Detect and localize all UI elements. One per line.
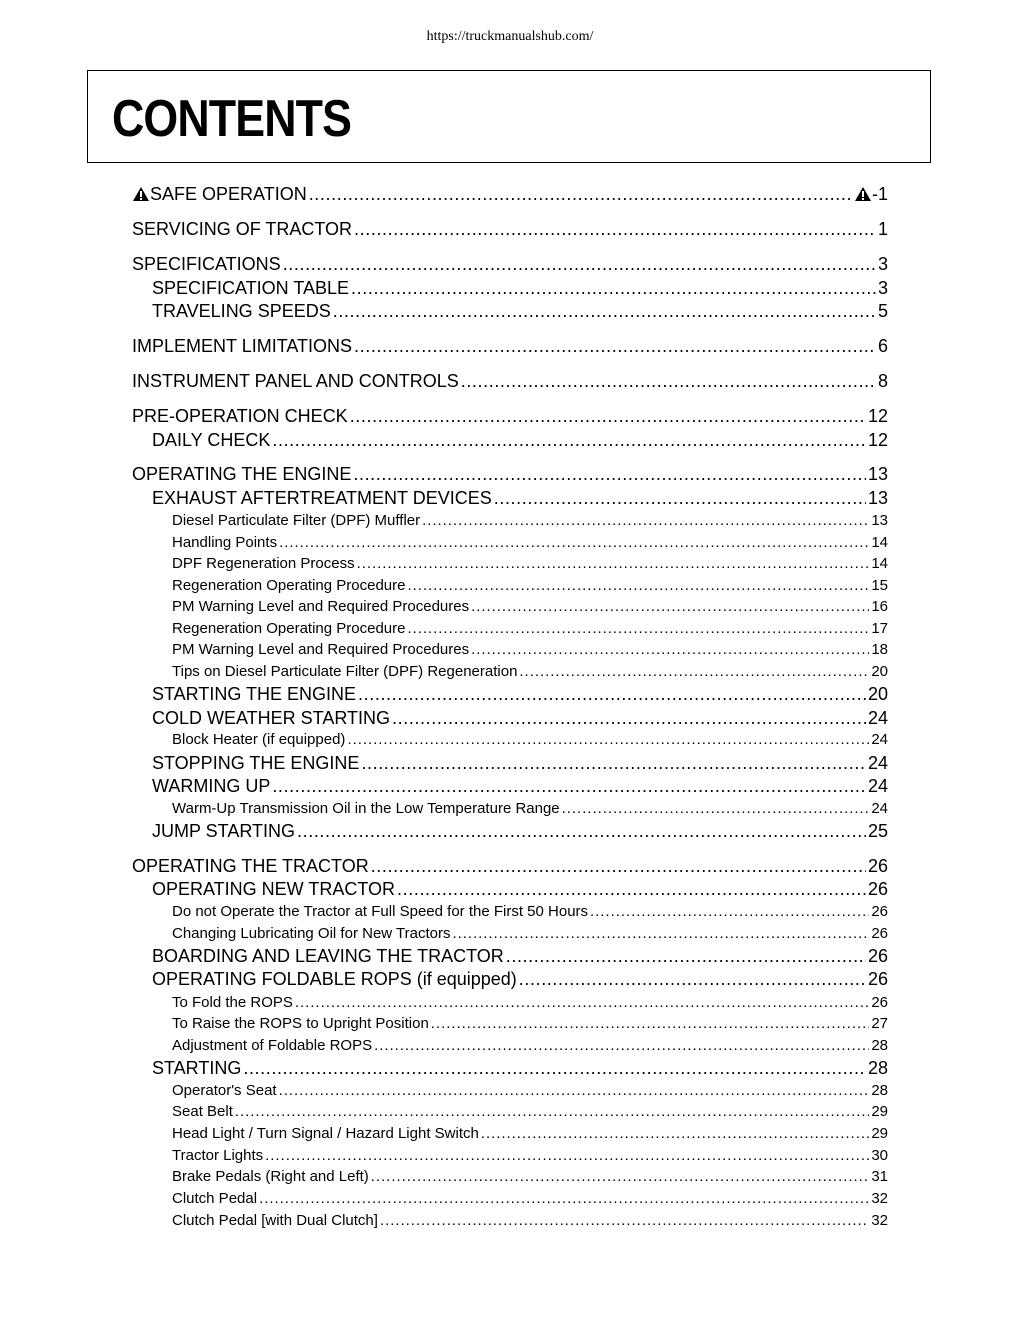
toc-entry[interactable]	[132, 371, 888, 393]
toc-entry[interactable]	[172, 641, 888, 660]
toc-entry[interactable]	[172, 620, 888, 639]
toc-page-number: 18	[871, 641, 888, 658]
toc-page-number: 13	[871, 512, 888, 529]
dot-leader	[243, 1058, 866, 1079]
toc-entry[interactable]	[152, 946, 888, 968]
toc-entry[interactable]	[132, 406, 888, 428]
toc-page-number: 24	[867, 753, 888, 773]
toc-entry[interactable]	[152, 301, 888, 323]
dot-leader	[279, 1082, 870, 1099]
toc-entry[interactable]	[152, 776, 888, 798]
dot-leader	[452, 925, 869, 942]
toc-page-number: 20	[867, 684, 888, 704]
toc-entry-title: STARTING	[152, 1058, 242, 1078]
toc-entry-title: To Fold the ROPS	[172, 994, 293, 1011]
toc-entry[interactable]	[172, 1147, 888, 1166]
toc-entry-title: Tips on Diesel Particulate Filter (DPF) Regeneration	[172, 663, 518, 680]
toc-entry-title: Clutch Pedal	[172, 1190, 258, 1207]
toc-entry[interactable]	[172, 1037, 888, 1056]
toc-page-number: 24	[867, 776, 888, 796]
toc-entry-title: PRE-OPERATION CHECK	[132, 406, 348, 426]
dot-leader	[519, 969, 866, 990]
toc-entry[interactable]	[172, 1168, 888, 1187]
dot-leader	[333, 301, 876, 322]
dot-leader	[397, 879, 866, 900]
toc-page-number: 26	[871, 925, 888, 942]
dot-leader	[295, 994, 869, 1011]
toc-page-number: 25	[867, 821, 888, 841]
dot-leader	[361, 753, 866, 774]
toc-entry-title: Tractor Lights	[172, 1147, 264, 1164]
dot-leader	[371, 1168, 870, 1185]
toc-entry[interactable]	[172, 994, 888, 1013]
toc-page-number: 29	[871, 1103, 888, 1120]
toc-entry[interactable]	[172, 925, 888, 944]
toc-entry-title: DAILY CHECK	[152, 430, 271, 450]
toc-page-number: 15	[871, 577, 888, 594]
dot-leader	[297, 821, 866, 842]
dot-leader	[461, 371, 876, 392]
toc-entry-title: SAFE OPERATION	[132, 184, 307, 205]
dot-leader	[371, 856, 866, 877]
toc-page-number: 17	[871, 620, 888, 637]
toc-page-number: 26	[867, 946, 888, 966]
toc-entry-title: INSTRUMENT PANEL AND CONTROLS	[132, 371, 459, 391]
toc-page-number: 32	[871, 1190, 888, 1207]
toc-page-number: 26	[867, 879, 888, 899]
dot-leader	[407, 577, 869, 594]
toc-page-number: 29	[871, 1125, 888, 1142]
toc-page-number: 8	[877, 371, 888, 391]
toc-entry-title: Regeneration Operating Procedure	[172, 577, 406, 594]
toc-entry[interactable]	[172, 1190, 888, 1209]
toc-entry[interactable]	[152, 879, 888, 901]
toc-page-number: 20	[871, 663, 888, 680]
toc-entry[interactable]	[172, 903, 888, 922]
toc-page-number: 12	[867, 430, 888, 450]
page-title: CONTENTS	[112, 90, 352, 148]
toc-entry[interactable]	[172, 1015, 888, 1034]
toc-page-number: 27	[871, 1015, 888, 1032]
toc-entry-title: Operator's Seat	[172, 1082, 277, 1099]
source-url: https://truckmanualshub.com/	[426, 29, 594, 44]
dot-leader	[357, 555, 870, 572]
toc-page-number: 32	[871, 1212, 888, 1229]
toc-entry-title: Handling Points	[172, 534, 278, 551]
warning-icon	[854, 186, 872, 202]
toc-entry-title: PM Warning Level and Required Procedures	[172, 598, 470, 615]
toc-page-number: 14	[871, 534, 888, 551]
toc-entry[interactable]	[132, 856, 888, 878]
dot-leader	[471, 641, 869, 658]
toc-entry[interactable]	[152, 753, 888, 775]
toc-entry[interactable]	[132, 219, 888, 241]
toc-entry-title: SPECIFICATIONS	[132, 254, 281, 274]
toc-entry-title: SERVICING OF TRACTOR	[132, 219, 353, 239]
dot-leader	[353, 464, 866, 485]
toc-entry[interactable]	[152, 708, 888, 730]
toc-entry-title: Diesel Particulate Filter (DPF) Muffler	[172, 512, 421, 529]
toc-page-number: 12	[867, 406, 888, 426]
dot-leader	[380, 1212, 869, 1229]
toc-entry-title: Block Heater (if equipped)	[172, 731, 346, 748]
toc-entry-title: Clutch Pedal [with Dual Clutch]	[172, 1212, 378, 1229]
toc-entry-title: Seat Belt	[172, 1103, 233, 1120]
toc-entry[interactable]	[172, 1103, 888, 1122]
toc-page-number: -1	[854, 184, 888, 205]
toc-page-number: 5	[877, 301, 888, 321]
warning-icon	[132, 186, 150, 202]
dot-leader	[351, 278, 876, 299]
toc-entry-title: DPF Regeneration Process	[172, 555, 355, 572]
dot-leader	[347, 731, 869, 748]
toc-entry-title: Warm-Up Transmission Oil in the Low Temperature Range	[172, 800, 560, 817]
toc-entry-title: To Raise the ROPS to Upright Position	[172, 1015, 429, 1032]
toc-entry-title: OPERATING THE ENGINE	[132, 464, 352, 484]
toc-page-number: 26	[871, 903, 888, 920]
toc-page-number: 28	[867, 1058, 888, 1078]
toc-entry-title: Changing Lubricating Oil for New Tractors	[172, 925, 451, 942]
toc-entry-title: EXHAUST AFTERTREATMENT DEVICES	[152, 488, 492, 508]
toc-entry[interactable]	[172, 1125, 888, 1144]
toc-entry[interactable]	[172, 555, 888, 574]
dot-leader	[471, 598, 869, 615]
dot-leader	[279, 534, 869, 551]
toc-page-number: 3	[877, 278, 888, 298]
toc-entry[interactable]	[152, 1058, 888, 1080]
toc-entry[interactable]	[152, 430, 888, 452]
toc-entry-title: STOPPING THE ENGINE	[152, 753, 360, 773]
toc-page-number: 31	[871, 1168, 888, 1185]
toc-page-number: 13	[867, 488, 888, 508]
toc-entry[interactable]	[132, 254, 888, 276]
title-box	[87, 70, 931, 163]
toc-page-number: 16	[871, 598, 888, 615]
dot-leader	[481, 1125, 869, 1142]
toc-entry-title: Do not Operate the Tractor at Full Speed for the First 50 Hours	[172, 903, 589, 920]
dot-leader	[283, 254, 876, 275]
dot-leader	[309, 184, 852, 205]
toc-entry[interactable]	[152, 488, 888, 510]
dot-leader	[494, 488, 866, 509]
toc-entry[interactable]	[172, 512, 888, 531]
toc-page-number: 24	[867, 708, 888, 728]
dot-leader	[235, 1103, 869, 1120]
toc-entry[interactable]	[132, 464, 888, 486]
toc-entry[interactable]	[152, 821, 888, 843]
toc-entry-title: OPERATING FOLDABLE ROPS (if equipped)	[152, 969, 517, 989]
dot-leader	[407, 620, 869, 637]
dot-leader	[350, 406, 866, 427]
toc-page-number: 13	[867, 464, 888, 484]
dot-leader	[272, 430, 866, 451]
toc-page-number: 6	[877, 336, 888, 356]
toc-page-number: 28	[871, 1037, 888, 1054]
toc-entry[interactable]	[172, 1212, 888, 1231]
dot-leader	[358, 684, 866, 705]
toc-entry[interactable]	[172, 577, 888, 596]
dot-leader	[354, 219, 876, 240]
toc-page-number: 1	[877, 219, 888, 239]
toc-entry-title: SPECIFICATION TABLE	[152, 278, 350, 298]
toc-entry-title: COLD WEATHER STARTING	[152, 708, 391, 728]
toc-entry-title: Regeneration Operating Procedure	[172, 620, 406, 637]
dot-leader	[272, 776, 866, 797]
toc-entry[interactable]	[152, 684, 888, 706]
toc-entry[interactable]	[172, 1082, 888, 1101]
toc-entry[interactable]	[132, 336, 888, 358]
toc-entry[interactable]	[132, 184, 888, 206]
toc-entry-title: WARMING UP	[152, 776, 271, 796]
toc-page-number: 3	[877, 254, 888, 274]
dot-leader	[374, 1037, 869, 1054]
toc-entry[interactable]	[152, 278, 888, 300]
toc-entry-title: Brake Pedals (Right and Left)	[172, 1168, 369, 1185]
toc-entry[interactable]	[172, 534, 888, 553]
dot-leader	[519, 663, 869, 680]
dot-leader	[590, 903, 869, 920]
dot-leader	[431, 1015, 870, 1032]
toc-entry-title: PM Warning Level and Required Procedures	[172, 641, 470, 658]
dot-leader	[506, 946, 866, 967]
dot-leader	[422, 512, 869, 529]
toc-entry-title: OPERATING THE TRACTOR	[132, 856, 369, 876]
dot-leader	[265, 1147, 869, 1164]
toc-page-number: 26	[867, 856, 888, 876]
toc-entry-title: TRAVELING SPEEDS	[152, 301, 331, 321]
toc-page-number: 24	[871, 731, 888, 748]
toc-entry[interactable]	[172, 598, 888, 617]
toc-entry[interactable]	[172, 800, 888, 819]
toc-entry-title: IMPLEMENT LIMITATIONS	[132, 336, 353, 356]
toc-page-number: 26	[871, 994, 888, 1011]
toc-entry-title: STARTING THE ENGINE	[152, 684, 357, 704]
toc-page-number: 26	[867, 969, 888, 989]
toc-entry[interactable]	[172, 663, 888, 682]
toc-entry[interactable]	[172, 731, 888, 750]
toc-page-number: 30	[871, 1147, 888, 1164]
toc-entry-title: JUMP STARTING	[152, 821, 296, 841]
dot-leader	[562, 800, 870, 817]
toc-page-number: 14	[871, 555, 888, 572]
toc-entry-title: Adjustment of Foldable ROPS	[172, 1037, 373, 1054]
toc-entry[interactable]	[152, 969, 888, 991]
toc-page-number: 24	[871, 800, 888, 817]
toc-page-number: 28	[871, 1082, 888, 1099]
dot-leader	[259, 1190, 869, 1207]
dot-leader	[354, 336, 876, 357]
toc-entry-title: OPERATING NEW TRACTOR	[152, 879, 396, 899]
toc-entry-title: BOARDING AND LEAVING THE TRACTOR	[152, 946, 504, 966]
dot-leader	[392, 708, 866, 729]
toc-entry-title: Head Light / Turn Signal / Hazard Light Switch	[172, 1125, 479, 1142]
